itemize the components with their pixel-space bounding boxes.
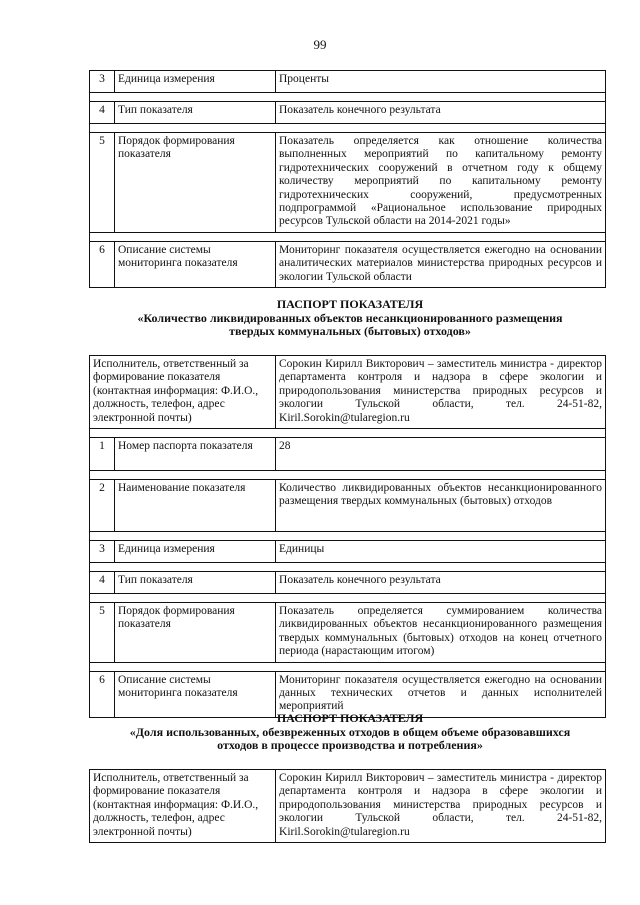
section-subtitle: «Доля использованных, обезвреженных отходов в общем объеме образовавшихся: [129, 724, 571, 739]
row-label: Порядок формирования показателя: [115, 133, 276, 233]
row-value: Показатель конечного результата: [276, 102, 606, 124]
row-number: 5: [90, 133, 115, 233]
section-subtitle: твердых коммунальных (бытовых) отходов»: [229, 324, 471, 338]
executor-label: Исполнитель, ответственный за формирование показателя (контактная информация: Ф.И.О., должность, телефон, адрес электронной почты): [90, 356, 276, 429]
table-row: [90, 603, 606, 663]
row-label: Тип показателя: [115, 572, 276, 594]
row-label: Описание системы мониторинга показателя: [115, 241, 276, 287]
row-label: Порядок формирования показателя: [115, 603, 276, 663]
row-label: Тип показателя: [115, 102, 276, 124]
passport-table: [89, 769, 606, 843]
executor-value: Сорокин Кирилл Викторович – заместитель министра - директор департамента контроля и надзора в сфере экологии и природопользования министерства природных ресурсов и экологии Тульской области, тел. 24-51-82, Kiril.Sorokin@tularegion.ru: [276, 356, 606, 429]
row-label: Наименование показателя: [115, 480, 276, 532]
row-value: Единицы: [276, 541, 606, 563]
executor-row: [90, 770, 606, 843]
row-number: 3: [90, 71, 115, 93]
row-label: Описание системы мониторинга показателя: [115, 671, 276, 717]
table-row: [90, 133, 606, 233]
row-number: 4: [90, 102, 115, 124]
table-row: [90, 71, 606, 93]
row-number: 3: [90, 541, 115, 563]
row-number: 2: [90, 480, 115, 532]
row-label: Единица измерения: [115, 71, 276, 93]
row-number: 5: [90, 603, 115, 663]
section-heading: [60, 298, 640, 339]
section-subtitle: «Количество ликвидированных объектов несанкционированного размещения: [137, 310, 563, 325]
row-number: 1: [90, 438, 115, 471]
table-row: [90, 241, 606, 287]
passport-table: [89, 355, 606, 718]
row-value: Показатель конечного результата: [276, 572, 606, 594]
row-value: Мониторинг показателя осуществляется ежегодно на основании данных технических отчетов и данных исполнителей мероприятий: [276, 671, 606, 717]
row-value: Показатель определяется как отношение количества выполненных мероприятий по капитальному ремонту гидротехнических сооружений в отчетном году к общему количеству мероприятий по капитальному ремонту гидротехнических сооружений, предусмотренных подпрограммой «Рациональное использование природных ресурсов Тульской области на 2014-2021 годы»: [276, 133, 606, 233]
row-number: 6: [90, 671, 115, 717]
row-value: Показатель определяется суммированием количества ликвидированных объектов несанкционированного размещения твердых коммунальных (бытовых) отходов на конец отчетного периода (нарастающим итогом): [276, 603, 606, 663]
row-number: 6: [90, 241, 115, 287]
executor-row: [90, 356, 606, 429]
page-number: 99: [313, 37, 327, 52]
section-heading: [60, 712, 640, 753]
row-number: 4: [90, 572, 115, 594]
passport-table-continued: [89, 70, 606, 288]
section-subtitle: отходов в процессе производства и потребления»: [217, 738, 483, 752]
executor-value: Сорокин Кирилл Викторович – заместитель министра - директор департамента контроля и надзора в сфере экологии и природопользования министерства природных ресурсов и экологии Тульской области, тел. 24-51-82, Kiril.Sorokin@tularegion.ru: [276, 770, 606, 843]
row-value: Количество ликвидированных объектов несанкционированного размещения твердых коммунальных (бытовых) отходов: [276, 480, 606, 532]
section-title: ПАСПОРТ ПОКАЗАТЕЛЯ: [276, 297, 424, 311]
executor-label: Исполнитель, ответственный за формирование показателя (контактная информация: Ф.И.О., должность, телефон, адрес электронной почты): [90, 770, 276, 843]
row-label: Единица измерения: [115, 541, 276, 563]
table-row: [90, 102, 606, 124]
table-row: [90, 438, 606, 471]
row-value: 28: [276, 438, 606, 471]
table-row: [90, 572, 606, 594]
row-label: Номер паспорта показателя: [115, 438, 276, 471]
table-row: [90, 541, 606, 563]
row-value: Мониторинг показателя осуществляется ежегодно на основании аналитических материалов министерства природных ресурсов и экологии Тульской области: [276, 241, 606, 287]
table-row: [90, 480, 606, 532]
section-title: ПАСПОРТ ПОКАЗАТЕЛЯ: [276, 711, 424, 725]
row-value: Проценты: [276, 71, 606, 93]
